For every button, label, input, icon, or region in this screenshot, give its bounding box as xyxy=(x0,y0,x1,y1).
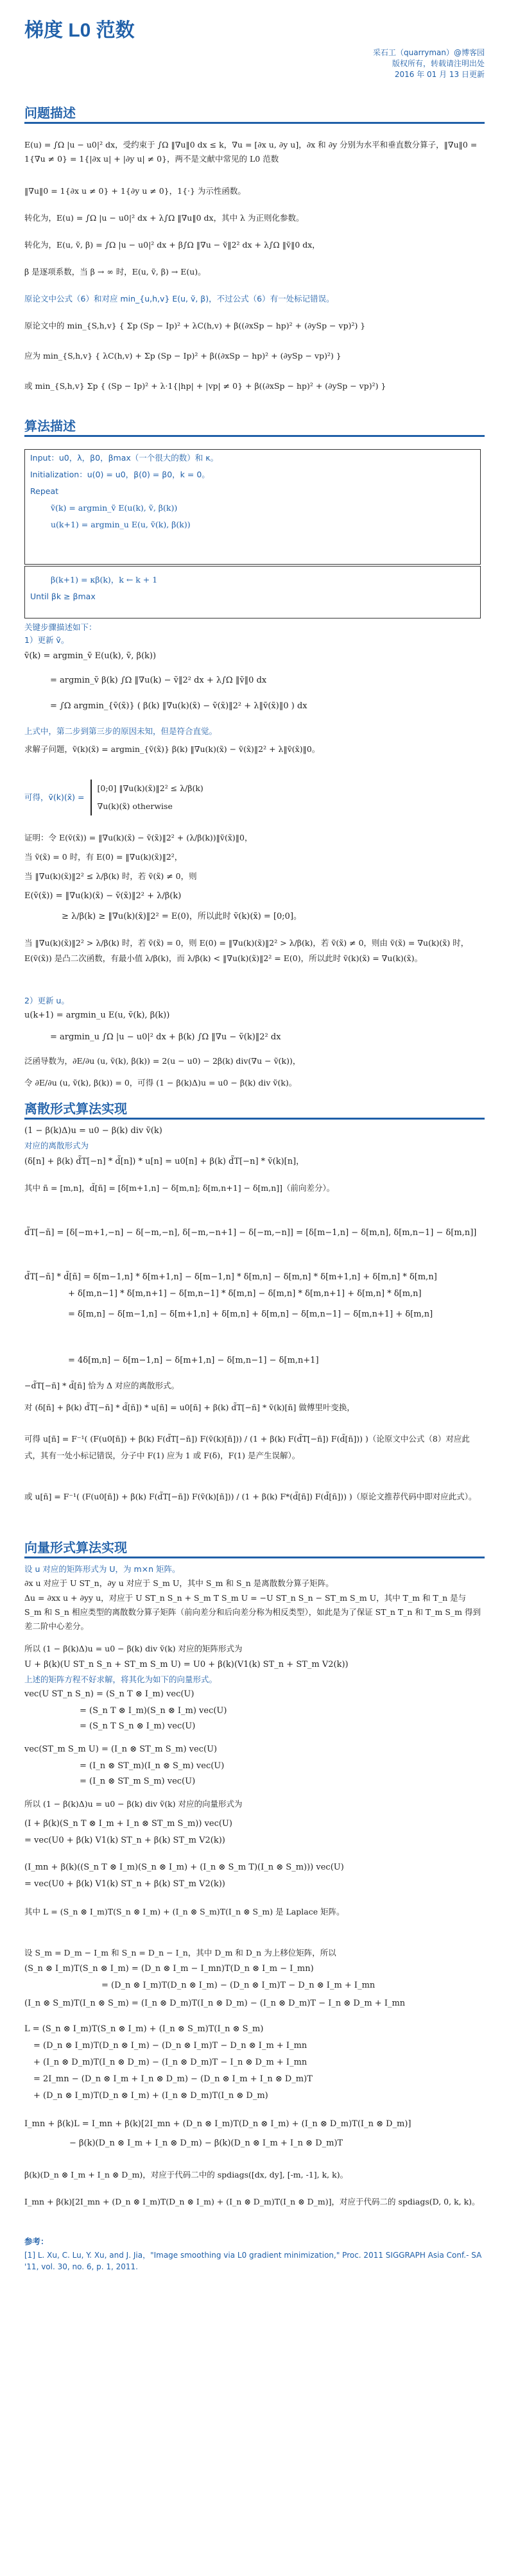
vec-19: 设 S_m = D_m − I_m 和 S_n = D_n − I_n，其中 D_m 和 D_n 为上移位矩阵，所以 xyxy=(24,1948,336,1958)
vec-16: (I_mn + β(k)((S_n T ⊗ I_m)(S_n ⊗ I_m) + (I_n ⊗ S_m T)(I_n ⊗ S_m))) vec(U) xyxy=(24,1863,344,1872)
vec-12: = (I_n ⊗ ST_m S_m) vec(U) xyxy=(80,1777,196,1786)
disc-12: 可得 u[ñ] = F⁻¹( (F(u0[ñ]) + β(k) F(d̃T[−ñ]) F(ṽ(k)[ñ])) / (1 + β(k) F(d̃T[−ñ]) F(d̃[ñ])) )（论原文中公式（8）对应此式，其有一处小标记错误，分子中 F(1) 应为 1 或 F(δ)，F(1) 是产生误解）。 xyxy=(24,1434,470,1460)
eq-v2: = argmin_ṽ β(k) ∫Ω ‖∇u(k) − ṽ‖2² dx + λ∫Ω ‖ṽ‖0 dx xyxy=(50,676,267,685)
solution-label: 可得，ṽ(k)(x̃) = xyxy=(24,792,85,802)
eq-u4: 令 ∂E/∂u (u, ṽ(k), β(k)) = 0，可得 (1 − β(k)Δ)u = u0 − β(k) div ṽ(k)。 xyxy=(24,1078,297,1088)
algo-step1: 1）更新 ṽ。 xyxy=(24,635,69,645)
vec-10: vec(ST_m S_m U) = (I_n ⊗ ST_m S_m) vec(U) xyxy=(24,1744,218,1754)
disc-10: −d̃T[−ñ] * d̃[ñ] 恰为 Δ 对应的离散形式。 xyxy=(24,1381,180,1390)
eq-v1: ṽ(k) = argmin_ṽ E(u(k), ṽ, β(k)) xyxy=(24,651,157,661)
problem-line-5: β 是逐项系数，当 β → ∞ 时，E(u, ṽ, β) → E(u)。 xyxy=(24,267,206,277)
algo-repeat: Repeat xyxy=(30,486,59,496)
algo-step-v: ṽ(k) = argmin_ṽ E(u(k), ṽ, β(k)) xyxy=(51,503,178,513)
section-rule xyxy=(24,435,485,437)
vec-15: = vec(U0 + β(k) V1(k) ST_n + β(k) ST_m V2(k)) xyxy=(24,1836,225,1845)
proof-line-2: 当 ‖∇u(k)(x̃)‖2² ≤ λ/β(k) 时，若 ṽ(x̃) ≠ 0，则 xyxy=(24,871,197,881)
solution-piecewise xyxy=(24,780,485,821)
section-title-problem: 问题描述 xyxy=(24,107,76,121)
vec-26: = 2I_mn − (D_n ⊗ I_m + I_n ⊗ D_m) − (D_n ⊗ I_m + I_n ⊗ D_m)T xyxy=(33,2074,313,2084)
copyright-line: 版权所有，转载请注明出处 xyxy=(392,59,485,68)
section-title-discrete: 离散形式算法实现 xyxy=(24,1102,127,1116)
ref-1: [1] L. Xu, C. Lu, Y. Xu, and J. Jia，"Image smoothing via L0 gradient minimization," Proc. 2011 SIGGRAPH Asia Conf.- SA '11, vol. 30, no. 6, p. 1, 2011. xyxy=(24,2251,482,2271)
disc-1: (1 − β(k)Δ)u = u0 − β(k) div ṽ(k) xyxy=(24,1126,162,1136)
algo-t1: 上式中，第二步到第三步的原因未知，但是符合直觉。 xyxy=(24,726,218,736)
vec-31: I_mn + β(k)[2I_mn + (D_n ⊗ I_m)T(D_n ⊗ I_m) + (I_n ⊗ D_m)T(I_n ⊗ D_m)]，对应于代码二的 spdiags(D, 0, k, k)。 xyxy=(24,2197,480,2206)
proof-line-4: ≥ λ/β(k) ≥ ‖∇u(k)(x̃)‖2² = E(0)，所以此时 ṽ(k)(x̃) = [0;0]。 xyxy=(62,912,302,921)
algorithm-box xyxy=(24,449,481,565)
problem-line-9: 或 min_{S,h,v} Σp { (Sp − Ip)² + λ·1{|hp| + |vp| ≠ 0} + β((∂xSp − hp)² + (∂ySp − vp)²) } xyxy=(24,381,386,391)
vec-13: 所以 (1 − β(k)Δ)u = u0 − β(k) div ṽ(k) 对应的向量形式为 xyxy=(24,1799,243,1809)
vec-25: + (I_n ⊗ D_m)T(I_n ⊗ D_m) − (I_n ⊗ D_m)T − I_n ⊗ D_m + I_mn xyxy=(33,2058,307,2067)
disc-11: 对 (δ[ñ] + β(k) d̃T[−ñ] * d̃[ñ]) * u[ñ] = u0[ñ] + β(k) d̃T[−ñ] * ṽ(k)[ñ] 做傅里叶变换， xyxy=(24,1403,355,1412)
algorithm-box-2 xyxy=(24,566,481,618)
section-title-algorithm: 算法描述 xyxy=(24,420,76,434)
eq-v3: = ∫Ω argmin_{ṽ(x̃)} ( β(k) ‖∇u(k)(x̃) − ṽ(x̃)‖2² + λ‖ṽ(x̃)‖0 ) dx xyxy=(50,701,307,711)
vec-20: (S_n ⊗ I_m)T(S_n ⊗ I_m) = (D_n ⊗ I_m − I_mn)T(D_n ⊗ I_m − I_mn) xyxy=(24,1964,314,1974)
solution-cases xyxy=(91,780,203,815)
problem-line-2: ‖∇u‖0 = 1{∂x u ≠ 0} + 1{∂y u ≠ 0}，1{·} 为示性函数。 xyxy=(24,186,246,196)
vec-14: (I + β(k)(S_n T ⊗ I_m + I_n ⊗ ST_m S_m)) vec(U) xyxy=(24,1819,232,1829)
section-title-vector: 向量形式算法实现 xyxy=(24,1541,127,1555)
case-zero: [0;0] ‖∇u(k)(x̃)‖2² ≤ λ/β(k) xyxy=(97,783,203,793)
proof-line-1: 当 ṽ(x̃) = 0 时，有 E(0) = ‖∇u(k)(x̃)‖2²， xyxy=(24,852,183,862)
case-grad: ∇u(k)(x̃) otherwise xyxy=(97,801,173,811)
problem-line-7: 原论文中的 min_{S,h,v} { Σp (Sp − Ip)² + λC(h,v) + β((∂xSp − hp)² + (∂ySp − vp)²) } xyxy=(24,321,366,330)
disc-9: = 4δ[m,n] − δ[m−1,n] − δ[m+1,n] − δ[m,n−1] − δ[m,n+1] xyxy=(68,1356,319,1365)
vec-30: β(k)(D_n ⊗ I_m + I_n ⊗ D_m)，对应于代码二中的 spdiags([dx, dy], [-m, -1], k, k)。 xyxy=(24,2170,349,2179)
vec-9: = (S_n T S_n ⊗ I_m) vec(U) xyxy=(80,1721,196,1731)
disc-13: 或 u[ñ] = F⁻¹( (F(u0[ñ]) + β(k) F(d̃T[−ñ]) F(ṽ(k)[ñ])) / (1 + β(k) F*(d̃[ñ]) F(d̃[ñ])) )（原论文推荐代码中即对应此式）。 xyxy=(24,1492,477,1501)
refs-title: 参考： xyxy=(24,2237,49,2246)
vec-3: Δu = ∂xx u + ∂yy u，对应于 U ST_n S_n + S_m T S_m U = −U ST_n S_n − ST_m S_m U，其中 T_m 和 T_n 是与 S_m 和 S_n 相应类型的离散数分算子矩阵（前向差分和后向差分称为相反类型），如此是为了保证 ST_n T_n 和 T_m S_m 得到差二阶中心差分。 xyxy=(24,1593,481,1631)
vec-6: 上述的矩阵方程不好求解，将其化为如下的向量形式。 xyxy=(24,1675,218,1684)
eq-u1: u(k+1) = argmin_u E(u, ṽ(k), β(k)) xyxy=(24,1011,170,1020)
vec-23: L = (S_n ⊗ I_m)T(S_n ⊗ I_m) + (I_n ⊗ S_m)T(I_n ⊗ S_m) xyxy=(24,2024,264,2034)
algo-t2: 求解子问题，ṽ(k)(x̃) = argmin_{ṽ(x̃)} β(k) ‖∇u(k)(x̃) − ṽ(x̃)‖2² + λ‖ṽ(x̃)‖0。 xyxy=(24,744,320,754)
vec-22: (I_n ⊗ S_m)T(I_n ⊗ S_m) = (I_n ⊗ D_m)T(I_n ⊗ D_m) − (I_n ⊗ D_m)T − I_n ⊗ D_m + I_mn xyxy=(24,1999,406,2008)
algo-step2: 2）更新 u。 xyxy=(24,996,69,1005)
algo-input: Input：u0，λ，β0，βmax（一个很大的数）和 κ。 xyxy=(30,453,219,463)
disc-5: d̃T[−ñ] = [δ[−m+1,−n] − δ[−m,−n], δ[−m,−n+1] − δ[−m,−n]] = [δ[m−1,n] − δ[m,n], δ[m,n−1] − δ[m,n]] xyxy=(24,1228,477,1238)
disc-2: 对应的离散形式为 xyxy=(24,1141,89,1150)
vec-4: 所以 (1 − β(k)Δ)u = u0 − β(k) div ṽ(k) 对应的矩阵形式为 xyxy=(24,1644,243,1653)
page-title: 梯度 L0 范数 xyxy=(24,20,135,41)
eq-u3: 泛函导数为，∂E/∂u (u, ṽ(k), β(k)) = 2(u − u0) − 2β(k) div(∇u − ṽ(k))， xyxy=(24,1056,301,1066)
disc-4: 其中 ñ = [m,n]，d̃[ñ] = [δ[m+1,n] − δ[m,n]; δ[m,n+1] − δ[m,n]]（前向差分）。 xyxy=(24,1183,335,1193)
disc-8: = δ[m,n] − δ[m−1,n] − δ[m+1,n] + δ[m,n] + δ[m,n] − δ[m,n−1] − δ[m,n+1] + δ[m,n] xyxy=(68,1309,433,1319)
vec-27: + (D_n ⊗ I_m)T(D_n ⊗ I_m) + (I_n ⊗ D_m)T(I_n ⊗ D_m) xyxy=(33,2091,268,2101)
section-rule xyxy=(24,122,485,124)
vec-24: = (D_n ⊗ I_m)T(D_n ⊗ I_m) − (D_n ⊗ I_m)T − D_n ⊗ I_m + I_mn xyxy=(33,2041,307,2051)
vec-18: 其中 L = (S_n ⊗ I_m)T(S_n ⊗ I_m) + (I_n ⊗ S_m)T(I_n ⊗ S_m) 是 Laplace 矩阵。 xyxy=(24,1907,345,1916)
problem-line-8: 应为 min_{S,h,v} { λC(h,v) + Σp (Sp − Ip)² + β((∂xSp − hp)² + (∂ySp − vp)²) } xyxy=(24,351,341,361)
vec-2: ∂x u 对应于 U ST_n，∂y u 对应于 S_m U，其中 S_m 和 S_n 是离散数分算子矩阵。 xyxy=(24,1578,334,1588)
algo-key: 关键步骤描述如下： xyxy=(24,622,97,632)
vec-28: I_mn + β(k)L = I_mn + β(k)[2I_mn + (D_n ⊗ I_m)T(D_n ⊗ I_m) + (I_n ⊗ D_m)T(I_n ⊗ D_m)] xyxy=(24,2119,411,2129)
vec-17: = vec(U0 + β(k) V1(k) ST_n + β(k) ST_m V2(k)) xyxy=(24,1879,225,1889)
author-line: 采石工（quarryman）@博客园 xyxy=(373,48,485,57)
section-rule xyxy=(24,1557,485,1558)
algo-step-u: u(k+1) = argmin_u E(u, ṽ(k), β(k)) xyxy=(51,520,191,529)
proof-line-0: 证明：令 E(ṽ(x̃)) = ‖∇u(k)(x̃) − ṽ(x̃)‖2² + (λ/β(k))‖ṽ(x̃)‖0， xyxy=(24,833,253,842)
vec-8: = (S_n T ⊗ I_m)(S_n ⊗ I_m) vec(U) xyxy=(80,1706,227,1716)
disc-7: + δ[m,n−1] * δ[m,n+1] − δ[m,n−1] * δ[m,n] − δ[m,n] * δ[m,n+1] + δ[m,n] * δ[m,n] xyxy=(68,1289,422,1299)
eq-u2: = argmin_u ∫Ω |u − u0|² dx + β(k) ∫Ω ‖∇u − ṽ(k)‖2² dx xyxy=(50,1032,281,1042)
disc-6: d̃T[−ñ] * d̃[ñ] = δ[m−1,n] * δ[m+1,n] − δ[m−1,n] * δ[m,n] − δ[m,n] * δ[m+1,n] + δ[m,n] * δ[m,n] xyxy=(24,1272,437,1282)
problem-line-6: 原论文中公式（6）和对应 min_{u,h,v} E(u, ṽ, β)，不过公式（6）有一处标记错误。 xyxy=(24,294,334,303)
algo-until: Until βk ≥ βmax xyxy=(30,592,96,601)
vec-21: = (D_n ⊗ I_m)T(D_n ⊗ I_m) − (D_n ⊗ I_m)T − D_n ⊗ I_m + I_mn xyxy=(101,1981,375,1990)
proof-line-5: 当 ‖∇u(k)(x̃)‖2² > λ/β(k) 时，若 ṽ(x̃) = 0，则 E(0) = ‖∇u(k)(x̃)‖2² > λ/β(k)，若 ṽ(x̃) ≠ 0，则由 ṽ(x̃) = ∇u(k)(x̃) 时，E(ṽ(x̃)) 是凸二次函数，有最小值 λ/β(k)，而 λ/β(k) < ‖∇u(k)(x̃)‖2² = E(0)，所以此时 ṽ(k)(x̃) = ∇u(k)(x̃)。 xyxy=(24,938,469,963)
disc-3: (δ[n] + β(k) d̃T[−n] * d̃[n]) * u[n] = u0[n] + β(k) d̃T[−n] * ṽ(k)[n]， xyxy=(24,1157,305,1166)
vec-29: − β(k)(D_n ⊗ I_m + I_n ⊗ D_m) − β(k)(D_n ⊗ I_m + I_n ⊗ D_m)T xyxy=(69,2138,343,2148)
section-rule xyxy=(24,1118,485,1120)
problem-line-1: E(u) = ∫Ω |u − u0|² dx，受约束于 ∫Ω ‖∇u‖0 dx ≤ k，∇u = [∂x u, ∂y u]，∂x 和 ∂y 分别为水平和垂直数分算子，‖∇u‖0 = 1{∇u ≠ 0} = 1{|∂x u| + |∂y u| ≠ 0}，两不是文献中常见的 L0 范数 xyxy=(24,140,478,164)
problem-line-3: 转化为，E(u) = ∫Ω |u − u0|² dx + λ∫Ω ‖∇u‖0 dx，其中 λ 为正则化参数。 xyxy=(24,213,304,223)
date-line: 2016 年 01 月 13 日更新 xyxy=(394,70,485,79)
vec-5: U + β(k)(U ST_n S_n + ST_m S_m U) = U0 + β(k)(V1(k) ST_n + ST_m V2(k)) xyxy=(24,1660,349,1669)
vec-1: 设 u 对应的矩阵形式为 U，为 m×n 矩阵。 xyxy=(24,1564,180,1574)
vec-7: vec(U ST_n S_n) = (S_n T ⊗ I_m) vec(U) xyxy=(24,1689,194,1699)
algo-step-beta: β(k+1) = κβ(k)，k ← k + 1 xyxy=(51,575,158,584)
proof-line-3: E(ṽ(x̃)) = ‖∇u(k)(x̃) − ṽ(x̃)‖2² + λ/β(k) xyxy=(24,891,182,901)
algo-init: Initialization：u(0) = u0，β(0) = β0，k = 0。 xyxy=(30,470,210,479)
vec-11: = (I_n ⊗ ST_m)(I_n ⊗ S_m) vec(U) xyxy=(80,1761,225,1771)
problem-line-4: 转化为，E(u, ṽ, β) = ∫Ω |u − u0|² dx + β∫Ω ‖∇u − ṽ‖2² dx + λ∫Ω ‖ṽ‖0 dx， xyxy=(24,240,320,250)
author-meta xyxy=(373,47,485,80)
